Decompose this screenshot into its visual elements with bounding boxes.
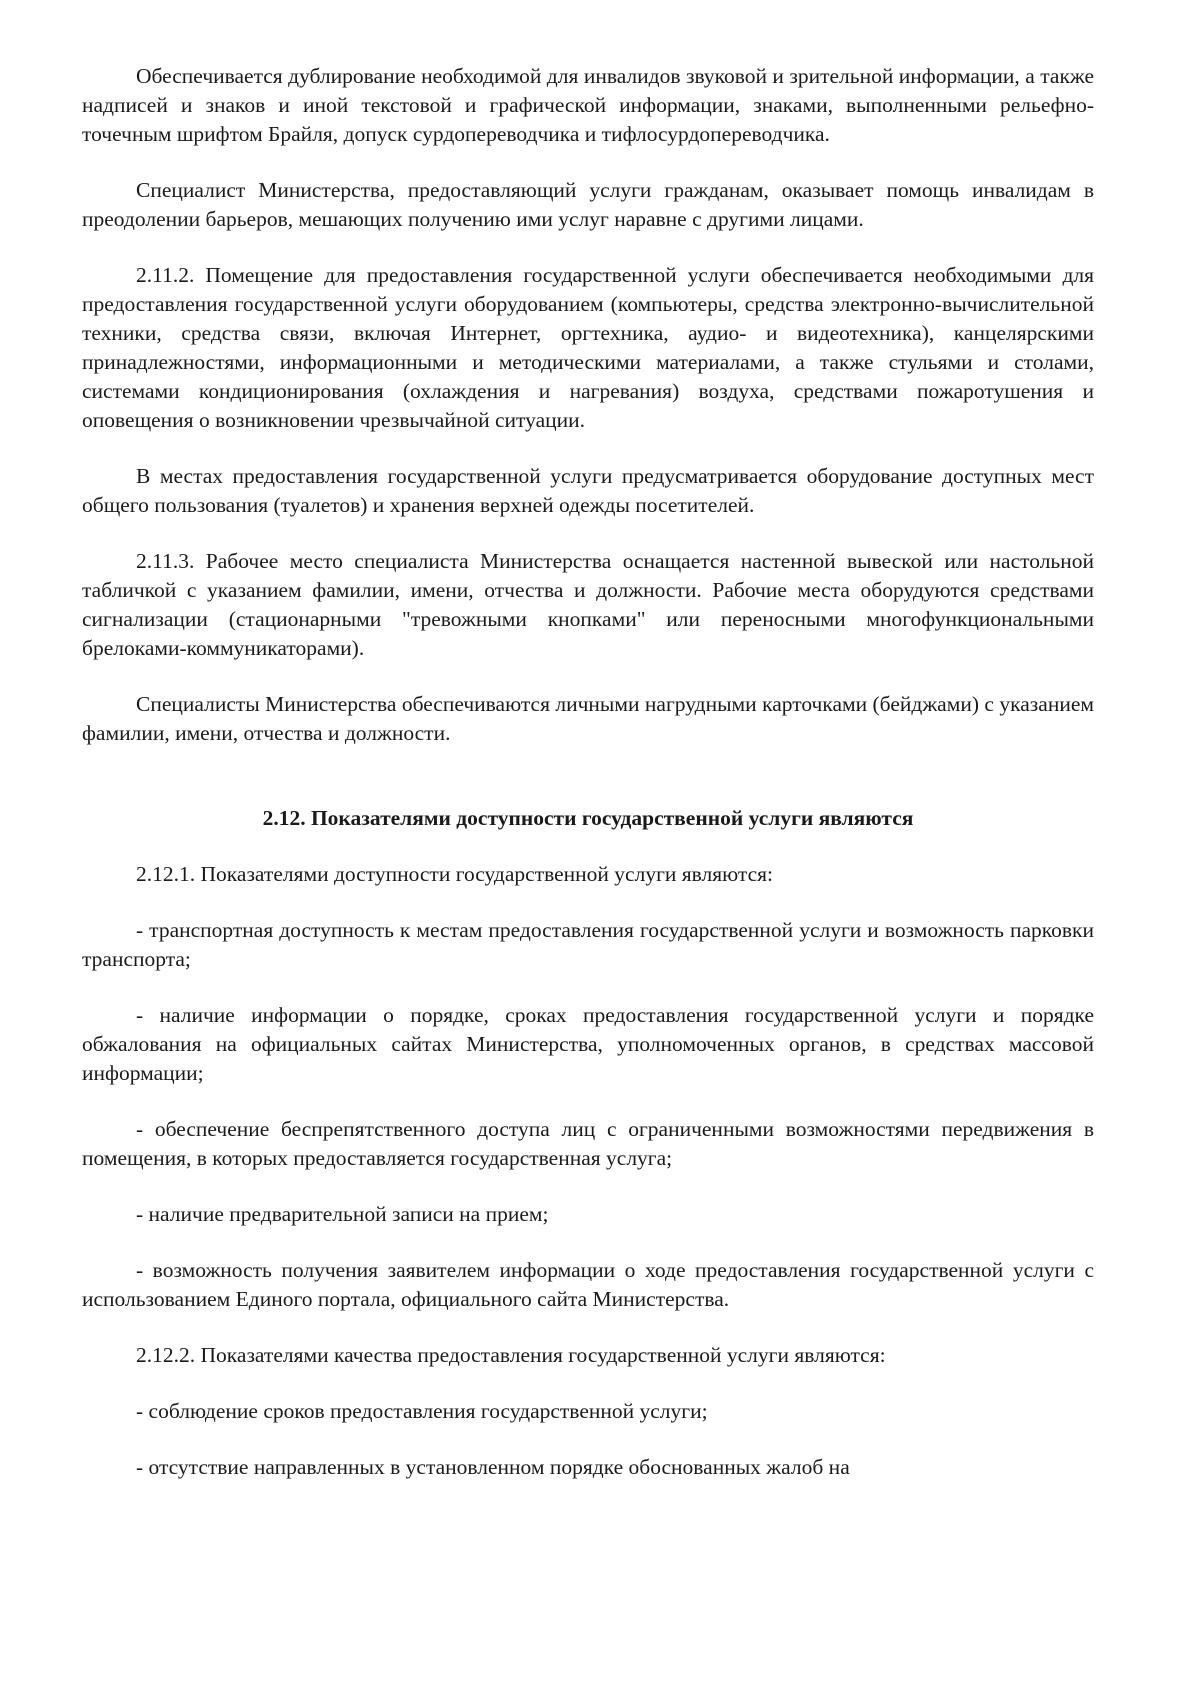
list-item-complaints: - отсутствие направленных в установленном порядке обоснованных жалоб на: [136, 1455, 850, 1479]
paragraph-2-12-2: 2.12.2. Показателями качества предоставления государственной услуги являются:: [136, 1343, 886, 1367]
section-heading-2-12: 2.12. Показателями доступности государственной услуги являются: [262, 806, 914, 830]
paragraph-badges: Специалисты Министерства обеспечиваются личными нагрудными карточками (бейджами) с указанием фамилии, имени, отчества и должности.: [82, 692, 1094, 745]
list-item-preregistration: - наличие предварительной записи на прием;: [136, 1202, 549, 1226]
paragraph-specialist-assistance: Специалист Министерства, предоставляющий услуги гражданам, оказывает помощь инвалидам в преодолении барьеров, мешающих получению ими услуг наравне с другими лицами.: [82, 178, 1094, 231]
paragraph-public-facilities: В местах предоставления государственной услуги предусматривается оборудование доступных мест общего пользования (туалетов) и хранения верхней одежды посетителей.: [82, 464, 1094, 517]
list-item-information: - наличие информации о порядке, сроках предоставления государственной услуги и порядке обжалования на официальных сайтах Министерства, уполномоченных органов, в средствах массовой информации;: [82, 1003, 1094, 1085]
paragraph-2-11-2: 2.11.2. Помещение для предоставления государственной услуги обеспечивается необходимыми для предоставления государственной услуги оборудованием (компьютеры, средства электронно-вычислительной техники, средства связи, включая Интернет, оргтехника, аудио- и видеотехника), канцелярскими принадлежностями, информационными и методическими материалами, а также стульями и столами, системами кондиционирования (охлаждения и нагревания) воздуха, средствами пожаротушения и оповещения о возникновении чрезвычайной ситуации.: [82, 263, 1094, 432]
paragraph-braille-duplication: Обеспечивается дублирование необходимой для инвалидов звуковой и зрительной информации, а также надписей и знаков и иной текстовой и графической информации, знаками, выполненными рельефно-точечным шрифтом Брайля, допуск сурдопереводчика и тифлосурдопереводчика.: [82, 64, 1094, 146]
list-item-access: - обеспечение беспрепятственного доступа лиц с ограниченными возможностями передвижения в помещения, в которых предоставляется государственная услуга;: [82, 1117, 1094, 1170]
paragraph-2-11-3: 2.11.3. Рабочее место специалиста Министерства оснащается настенной вывеской или настольной табличкой с указанием фамилии, имени, отчества и должности. Рабочие места оборудуются средствами сигнализации (стационарными "тревожными кнопками" или переносными многофункциональными брелоками-коммуникаторами).: [82, 549, 1094, 660]
list-item-portal: - возможность получения заявителем информации о ходе предоставления государственной услуги с использованием Единого портала, официального сайта Министерства.: [82, 1258, 1094, 1311]
list-item-transport: - транспортная доступность к местам предоставления государственной услуги и возможность парковки транспорта;: [82, 918, 1094, 971]
list-item-deadlines: - соблюдение сроков предоставления государственной услуги;: [136, 1399, 708, 1423]
paragraph-2-12-1: 2.12.1. Показателями доступности государственной услуги являются:: [136, 862, 774, 886]
